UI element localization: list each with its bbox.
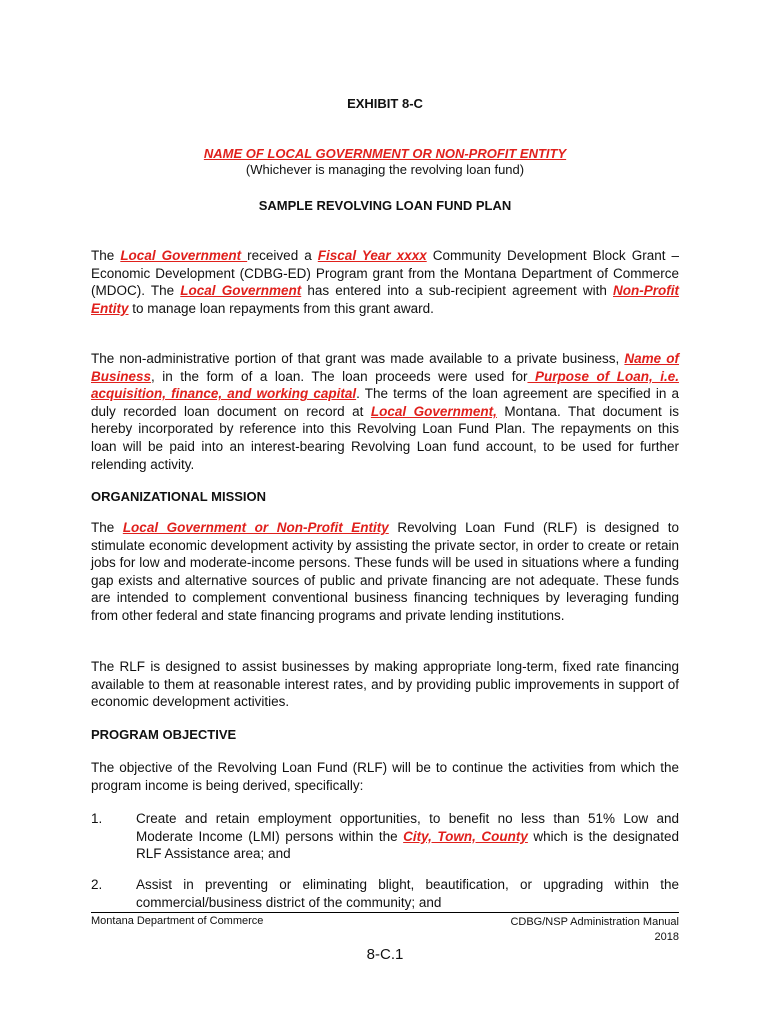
placeholder-non-profit-entity: Non-Profit Entity — [91, 283, 679, 316]
intro-paragraph-2 — [91, 350, 679, 473]
placeholder-local-government: Local Government — [120, 248, 248, 263]
placeholder-entity: Local Government or Non-Profit Entity — [122, 520, 389, 535]
footer-divider — [91, 912, 679, 913]
mission-paragraph-1 — [91, 519, 679, 625]
footer-year: 2018 — [654, 931, 679, 943]
list-item — [91, 876, 679, 911]
list-item-text — [136, 810, 679, 863]
text-run: which is the designated RLF Assistance area; and — [136, 828, 679, 862]
text-run: received a — [247, 248, 318, 263]
placeholder-local-government: Local Government, — [370, 403, 497, 419]
text-run: The — [91, 520, 123, 535]
text-run: Create and retain employment opportunities, to benefit no less than 51% Low and Moderate Income (LMI) persons within the — [136, 811, 679, 844]
list-item-number: 1. — [91, 811, 103, 826]
section-heading-objective: PROGRAM OBJECTIVE — [91, 727, 237, 742]
exhibit-label: EXHIBIT 8-C — [347, 96, 423, 111]
list-item — [91, 810, 679, 863]
text-run: to manage loan repayments from this grant award. — [128, 300, 434, 316]
text-run: Montana. That document is hereby incorporated by reference into this Revolving Loan Fund Plan. The repayments on this loan will be paid into an interest-bearing Revolving Loan fund account, to be used for further relending activity. — [91, 403, 679, 472]
placeholder-loan-purpose: Purpose of Loan, i.e. acquisition, finance, and working capital — [91, 368, 679, 402]
list-item-text: Assist in preventing or eliminating blight, beautification, or upgrading within the commercial/business district of the community; and — [136, 877, 679, 910]
text-run: . The terms of the loan agreement are specified in a duly recorded loan document on record at — [91, 386, 679, 419]
list-item-number: 2. — [91, 877, 103, 892]
mission-paragraph-2: The RLF is designed to assist businesses by making appropriate long-term, fixed rate financing available to them at reasonable interest rates, and by providing public improvements in support of economic development activities. — [91, 659, 679, 710]
plan-title: SAMPLE REVOLVING LOAN FUND PLAN — [258, 198, 512, 213]
placeholder-business-name: Name of Business — [91, 351, 680, 384]
footer-manual — [510, 915, 679, 945]
section-heading-mission: ORGANIZATIONAL MISSION — [91, 489, 267, 504]
text-run: Community Development Block Grant – Economic Development (CDBG-ED) Program grant from the Montana Department of Commerce (MDOC). The — [91, 248, 680, 299]
footer-manual-title: CDBG/NSP Administration Manual — [510, 916, 679, 928]
text-run: has entered into a sub-recipient agreement with — [301, 283, 614, 299]
page-number: 8-C.1 — [366, 946, 404, 963]
text-run: The non-administrative portion of that grant was made available to a private business, — [91, 351, 625, 366]
intro-paragraph-1 — [91, 247, 679, 317]
placeholder-city-town-county: City, Town, County — [403, 828, 528, 844]
entity-block — [91, 146, 679, 177]
text-run: , in the form of a loan. The loan proceeds were used for — [151, 368, 528, 384]
placeholder-local-government: Local Government — [180, 283, 302, 299]
entity-note: (Whichever is managing the revolving loan fund) — [245, 162, 525, 177]
objective-paragraph: The objective of the Revolving Loan Fund (RLF) will be to continue the activities from which the program income is being derived, specifically: — [91, 760, 679, 793]
text-run: The — [91, 248, 121, 263]
entity-name-placeholder: NAME OF LOCAL GOVERNMENT OR NON-PROFIT ENTITY — [203, 146, 567, 161]
placeholder-fiscal-year: Fiscal Year xxxx — [317, 248, 427, 263]
text-run: Revolving Loan Fund (RLF) is designed to stimulate economic development activity by assisting the private sector, in order to create or retain jobs for low and moderate-income persons. These funds will be used in situations where a funding gap exists and alternative sources of public and private financing are not adequate. These funds are intended to complement conventional business financing techniques by leveraging funding from other federal and state financing programs and private lending institutions. — [91, 520, 680, 623]
footer-organization: Montana Department of Commerce — [91, 915, 264, 927]
